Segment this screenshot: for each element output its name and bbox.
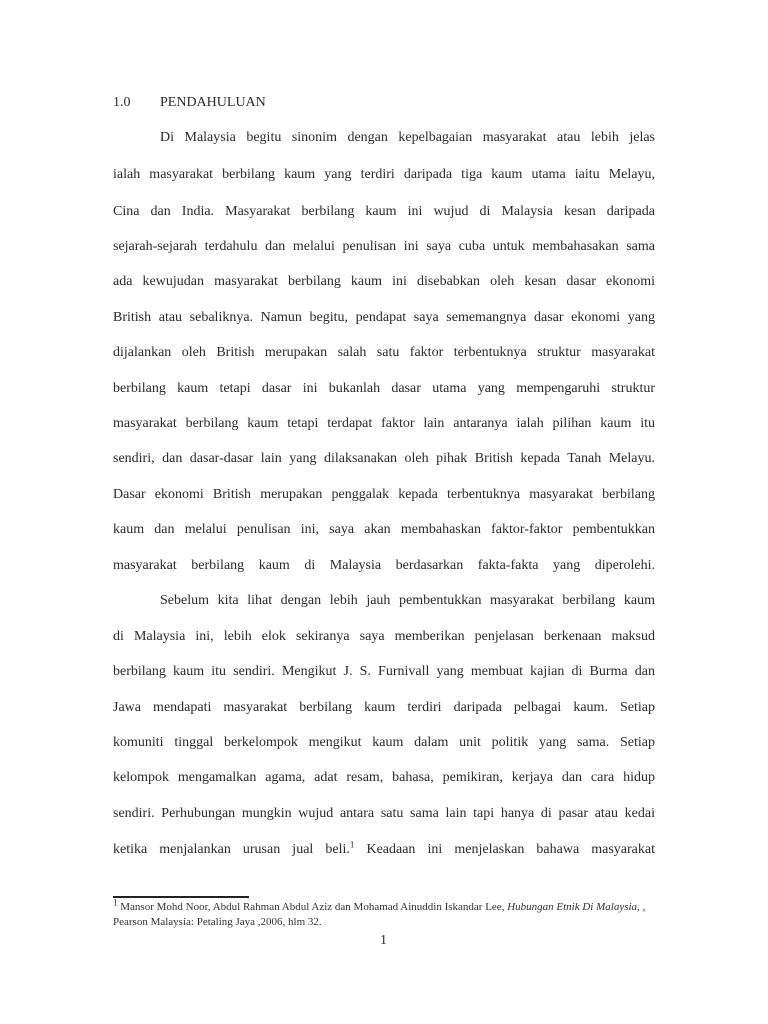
- paragraph-line: ada kewujudan masyarakat berbilang kaum ini disebabkan oleh kesan dasar ekonomi: [113, 274, 655, 289]
- paragraph-line: kaum dan melalui penulisan ini, saya akan membahaskan faktor-faktor pembentukkan: [113, 522, 655, 537]
- paragraph-line: komuniti tinggal berkelompok mengikut kaum dalam unit politik yang sama. Setiap: [113, 735, 655, 750]
- footnote-publisher: , Pearson Malaysia: Petaling Jaya ,2006, hlm 32.: [113, 901, 646, 928]
- footnote: [113, 897, 658, 930]
- paragraph-line: Cina dan India. Masyarakat berbilang kaum ini wujud di Malaysia kesan daripada: [113, 204, 655, 219]
- paragraph-line: Di Malaysia begitu sinonim dengan kepelbagaian masyarakat atau lebih jelas: [160, 130, 655, 145]
- footnote-reference[interactable]: 1: [349, 839, 355, 850]
- section-title: PENDAHULUAN: [160, 95, 266, 110]
- paragraph-line: [113, 841, 655, 859]
- page-number: 1: [380, 933, 387, 948]
- paragraph-line: Sebelum kita lihat dengan lebih jauh pembentukkan masyarakat berbilang kaum: [160, 593, 655, 608]
- footnote-marker: 1: [113, 897, 118, 908]
- footnote-separator: [113, 896, 249, 898]
- paragraph-line: dijalankan oleh British merupakan salah satu faktor terbentuknya struktur masyarakat: [113, 345, 655, 360]
- paragraph-line: Jawa mendapati masyarakat berbilang kaum terdiri daripada pelbagai kaum. Setiap: [113, 700, 655, 715]
- paragraph-line: kelompok mengamalkan agama, adat resam, bahasa, pemikiran, kerjaya dan cara hidup: [113, 770, 655, 785]
- footnote-text: Mansor Mohd Noor, Abdul Rahman Abdul Aziz dan Mohamad Ainuddin Iskandar Lee,: [117, 901, 508, 913]
- section-number: 1.0: [113, 95, 131, 110]
- line-text: Keadaan ini menjelaskan bahawa masyarakat: [354, 842, 655, 857]
- paragraph-line: sendiri. Perhubungan mungkin wujud antara satu sama lain tapi hanya di pasar atau kedai: [113, 806, 655, 821]
- paragraph-line: di Malaysia ini, lebih elok sekiranya saya memberikan penjelasan berkenaan maksud: [113, 629, 655, 644]
- paragraph-line: sejarah-sejarah terdahulu dan melalui penulisan ini saya cuba untuk membahasakan sama: [113, 239, 655, 254]
- paragraph-line: British atau sebaliknya. Namun begitu, pendapat saya sememangnya dasar ekonomi yang: [113, 310, 655, 325]
- footnote-book-title: Hubungan Etnik Di Malaysia,: [507, 901, 640, 913]
- paragraph-line: berbilang kaum tetapi dasar ini bukanlah dasar utama yang mempengaruhi struktur: [113, 381, 655, 396]
- paragraph-line: Dasar ekonomi British merupakan penggalak kepada terbentuknya masyarakat berbilang: [113, 487, 655, 502]
- paragraph-line: masyarakat berbilang kaum di Malaysia berdasarkan fakta-fakta yang diperolehi.: [113, 558, 655, 573]
- paragraph-line: ialah masyarakat berbilang kaum yang terdiri daripada tiga kaum utama iaitu Melayu,: [113, 167, 655, 182]
- line-text: ketika menjalankan urusan jual beli.: [113, 842, 350, 857]
- paragraph-line: berbilang kaum itu sendiri. Mengikut J. S. Furnivall yang membuat kajian di Burma dan: [113, 664, 655, 679]
- paragraph-line: sendiri, dan dasar-dasar lain yang dilaksanakan oleh pihak British kepada Tanah Melayu.: [113, 451, 655, 466]
- section-heading: [113, 94, 655, 112]
- paragraph-line: masyarakat berbilang kaum tetapi terdapat faktor lain antaranya ialah pilihan kaum itu: [113, 416, 655, 431]
